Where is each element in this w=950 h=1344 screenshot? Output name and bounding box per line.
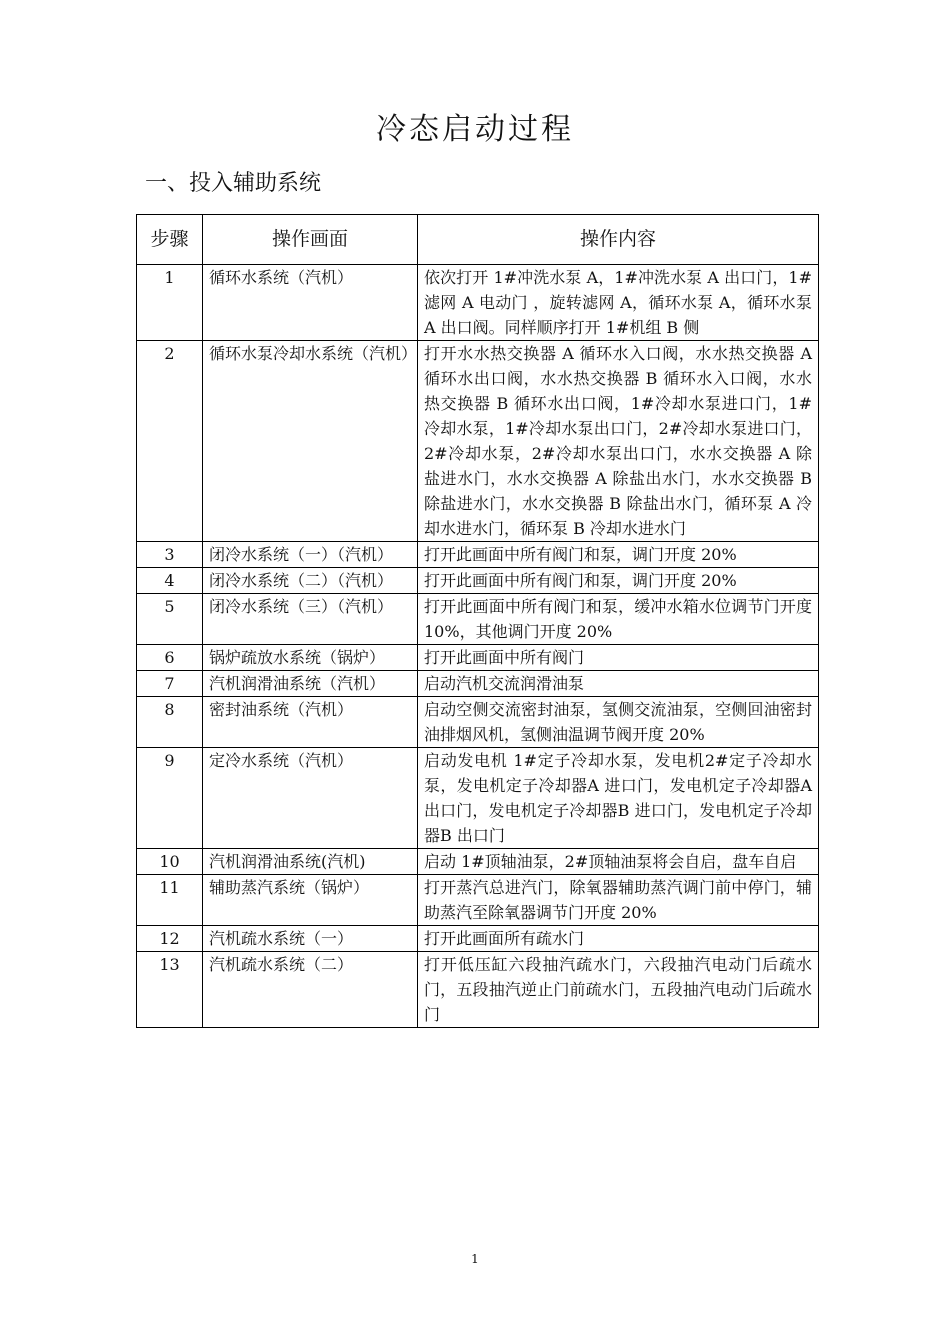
screen-name: 锅炉疏放水系统（锅炉） (203, 645, 418, 671)
operation-content: 打开此画面中所有阀门和泵，调门开度 20% (418, 542, 819, 568)
table-row (137, 341, 819, 542)
header-step: 步骤 (137, 215, 203, 265)
step-number: 11 (137, 875, 203, 926)
step-number: 12 (137, 926, 203, 952)
screen-name: 汽机疏水系统（一） (203, 926, 418, 952)
step-number: 3 (137, 542, 203, 568)
operation-content: 打开此画面中所有阀门 (418, 645, 819, 671)
step-number: 2 (137, 341, 203, 542)
screen-name: 密封油系统（汽机） (203, 697, 418, 748)
document-title: 冷态启动过程 (376, 112, 574, 147)
table-header-row (137, 215, 819, 265)
table-row (137, 594, 819, 645)
screen-name: 汽机润滑油系统(汽机) (203, 849, 418, 875)
operation-content: 打开低压缸六段抽汽疏水门，六段抽汽电动门后疏水门，五段抽汽逆止门前疏水门，五段抽汽电动门后疏水门 (418, 952, 819, 1028)
screen-name: 汽机润滑油系统（汽机） (203, 671, 418, 697)
table-row (137, 645, 819, 671)
section-heading: 一、投入辅助系统 (145, 171, 322, 196)
operation-content: 打开蒸汽总进汽门，除氧器辅助蒸汽调门前中停门，辅助蒸汽至除氧器调节门开度 20% (418, 875, 819, 926)
screen-name: 循环水泵冷却水系统（汽机） (203, 341, 418, 542)
step-number: 4 (137, 568, 203, 594)
operation-steps-table (136, 214, 819, 1028)
operation-content: 依次打开 1#冲洗水泵 A，1#冲洗水泵 A 出口门，1#滤网 A 电动门 ，旋转滤网 A，循环水泵 A，循环水泵 A 出口阀。同样顺序打开 1#机组 B 侧 (418, 265, 819, 341)
step-number: 8 (137, 697, 203, 748)
operation-content: 启动汽机交流润滑油泵 (418, 671, 819, 697)
operation-content: 打开此画面所有疏水门 (418, 926, 819, 952)
step-number: 7 (137, 671, 203, 697)
table-row (137, 542, 819, 568)
screen-name: 闭冷水系统（二）（汽机） (203, 568, 418, 594)
operation-content: 启动发电机 1#定子冷却水泵，发电机2#定子冷却水泵，发电机定子冷却器A 进口门，发电机定子冷却器A 出口门，发电机定子冷却器B 进口门，发电机定子冷却器B 出口门 (418, 748, 819, 849)
operation-content: 打开水水热交换器 A 循环水入口阀，水水热交换器 A 循环水出口阀，水水热交换器 B 循环水入口阀，水水热交换器 B 循环水出口阀，1#冷却水泵进口门，1#冷却水泵，1#冷却水泵出口门，2#冷却水泵进口门，2#冷却水泵，2#冷却水泵出口门，水水交换器 A 除盐进水门，水水交换器 A 除盐出水门，水水交换器 B 除盐进水门，水水交换器 B 除盐出水门，循环泵 A 冷却水进水门，循环泵 B 冷却水进水门 (418, 341, 819, 542)
operation-content: 启动空侧交流密封油泵，氢侧交流油泵，空侧回油密封油排烟风机，氢侧油温调节阀开度 20% (418, 697, 819, 748)
step-number: 1 (137, 265, 203, 341)
step-number: 5 (137, 594, 203, 645)
step-number: 9 (137, 748, 203, 849)
table-row (137, 849, 819, 875)
table-row (137, 952, 819, 1028)
table-row (137, 875, 819, 926)
table-row (137, 748, 819, 849)
header-content: 操作内容 (418, 215, 819, 265)
operation-content: 打开此画面中所有阀门和泵，调门开度 20% (418, 568, 819, 594)
screen-name: 汽机疏水系统（二） (203, 952, 418, 1028)
step-number: 10 (137, 849, 203, 875)
operation-content: 启动 1#顶轴油泵，2#顶轴油泵将会自启，盘车自启 (418, 849, 819, 875)
header-screen: 操作画面 (203, 215, 418, 265)
operation-content: 打开此画面中所有阀门和泵，缓冲水箱水位调节门开度 10%，其他调门开度 20% (418, 594, 819, 645)
table-row (137, 926, 819, 952)
screen-name: 辅助蒸汽系统（锅炉） (203, 875, 418, 926)
screen-name: 闭冷水系统（三）（汽机） (203, 594, 418, 645)
table-row (137, 568, 819, 594)
table-row (137, 697, 819, 748)
screen-name: 定冷水系统（汽机） (203, 748, 418, 849)
step-number: 6 (137, 645, 203, 671)
table-row (137, 265, 819, 341)
screen-name: 循环水系统（汽机） (203, 265, 418, 341)
page-number: 1 (471, 1252, 479, 1266)
table-row (137, 671, 819, 697)
screen-name: 闭冷水系统（一）（汽机） (203, 542, 418, 568)
step-number: 13 (137, 952, 203, 1028)
